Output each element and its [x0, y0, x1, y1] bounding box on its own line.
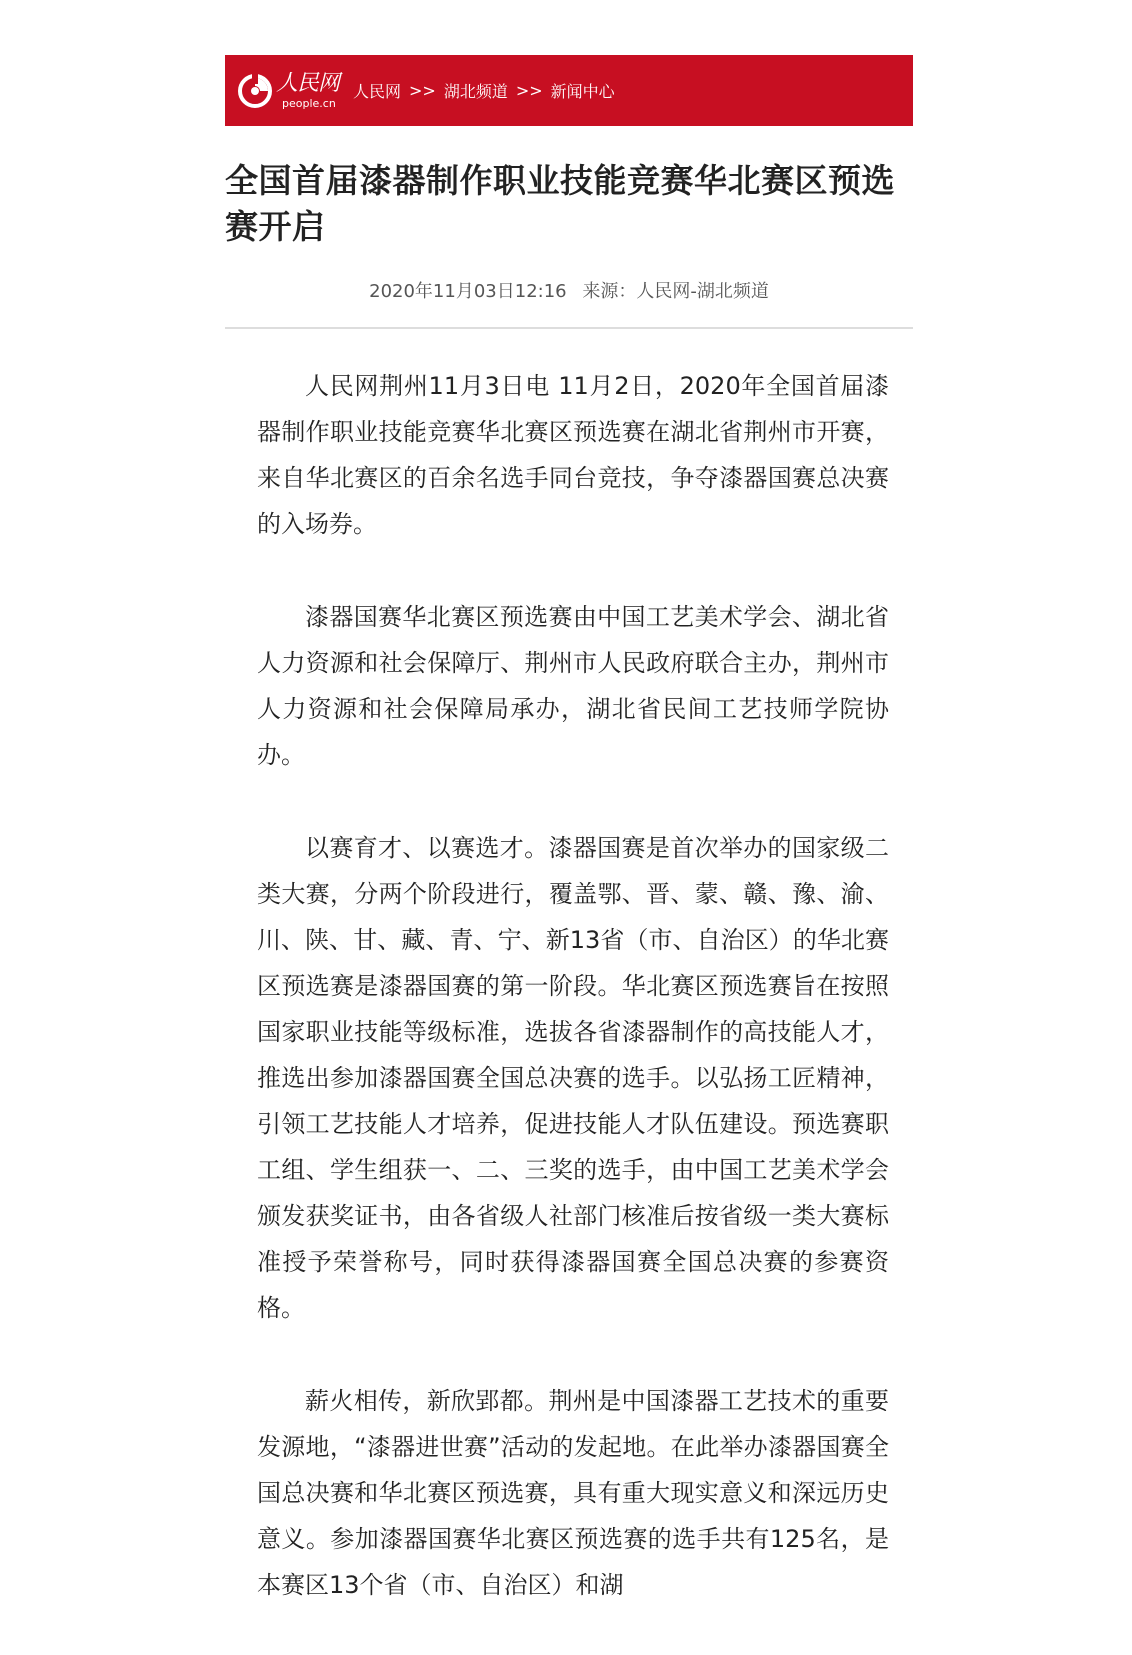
divider — [225, 327, 913, 329]
article-body — [225, 363, 913, 1608]
article-source[interactable]: 来源：人民网-湖北频道 — [582, 281, 769, 302]
logo-english: people.cn — [282, 96, 336, 110]
article-title: 全国首届漆器制作职业技能竞赛华北赛区预选赛开启 — [225, 161, 895, 246]
article-page — [225, 55, 913, 1655]
breadcrumb-separator: >> — [515, 81, 543, 100]
people-logo-icon — [238, 74, 272, 108]
logo-chinese: 人民网 — [276, 70, 340, 96]
breadcrumb — [353, 79, 615, 102]
article-paragraph: 薪火相传，新欣郢都。荆州是中国漆器工艺技术的重要发源地，“漆器进世赛”活动的发起地。在此举办漆器国赛全国总决赛和华北赛区预选赛，具有重大现实意义和深远历史意义。参加漆器国赛华北赛区预选赛的选手共有125名，是本赛区13个省（市、自治区）和湖 — [257, 1387, 889, 1599]
breadcrumb-item-hubei[interactable]: 湖北频道 — [443, 82, 508, 101]
breadcrumb-item-people[interactable]: 人民网 — [353, 82, 402, 101]
article-meta — [225, 280, 913, 304]
article-paragraph: 漆器国赛华北赛区预选赛由中国工艺美术学会、湖北省人力资源和社会保障厅、荆州市人民政府联合主办，荆州市人力资源和社会保障局承办，湖北省民间工艺技师学院协办。 — [257, 603, 889, 769]
article-datetime: 2020年11月03日12:16 — [369, 281, 567, 302]
people-logo[interactable] — [238, 70, 353, 110]
breadcrumb-separator: >> — [409, 81, 436, 100]
article-paragraph: 以赛育才、以赛选才。漆器国赛是首次举办的国家级二类大赛，分两个阶段进行，覆盖鄂、晋、蒙、赣、豫、渝、川、陕、甘、藏、青、宁、新13省（市、自治区）的华北赛区预选赛是漆器国赛的第一阶段。华北赛区预选赛旨在按照国家职业技能等级标准，选拔各省漆器制作的高技能人才，推选出参加漆器国赛全国总决赛的选手。以弘扬工匠精神，引领工艺技能人才培养，促进技能人才队伍建设。预选赛职工组、学生组获一、二、三奖的选手，由中国工艺美术学会颁发获奖证书，由各省级人社部门核准后按省级一类大赛标准授予荣誉称号，同时获得漆器国赛全国总决赛的参赛资格。 — [257, 834, 889, 1322]
logo-text — [276, 70, 340, 110]
article-paragraph: 人民网荆州11月3日电 11月2日，2020年全国首届漆器制作职业技能竞赛华北赛区预选赛在湖北省荆州市开赛，来自华北赛区的百余名选手同台竞技，争夺漆器国赛总决赛的入场券。 — [257, 372, 889, 538]
site-header — [225, 55, 913, 126]
breadcrumb-item-news[interactable]: 新闻中心 — [550, 82, 615, 101]
